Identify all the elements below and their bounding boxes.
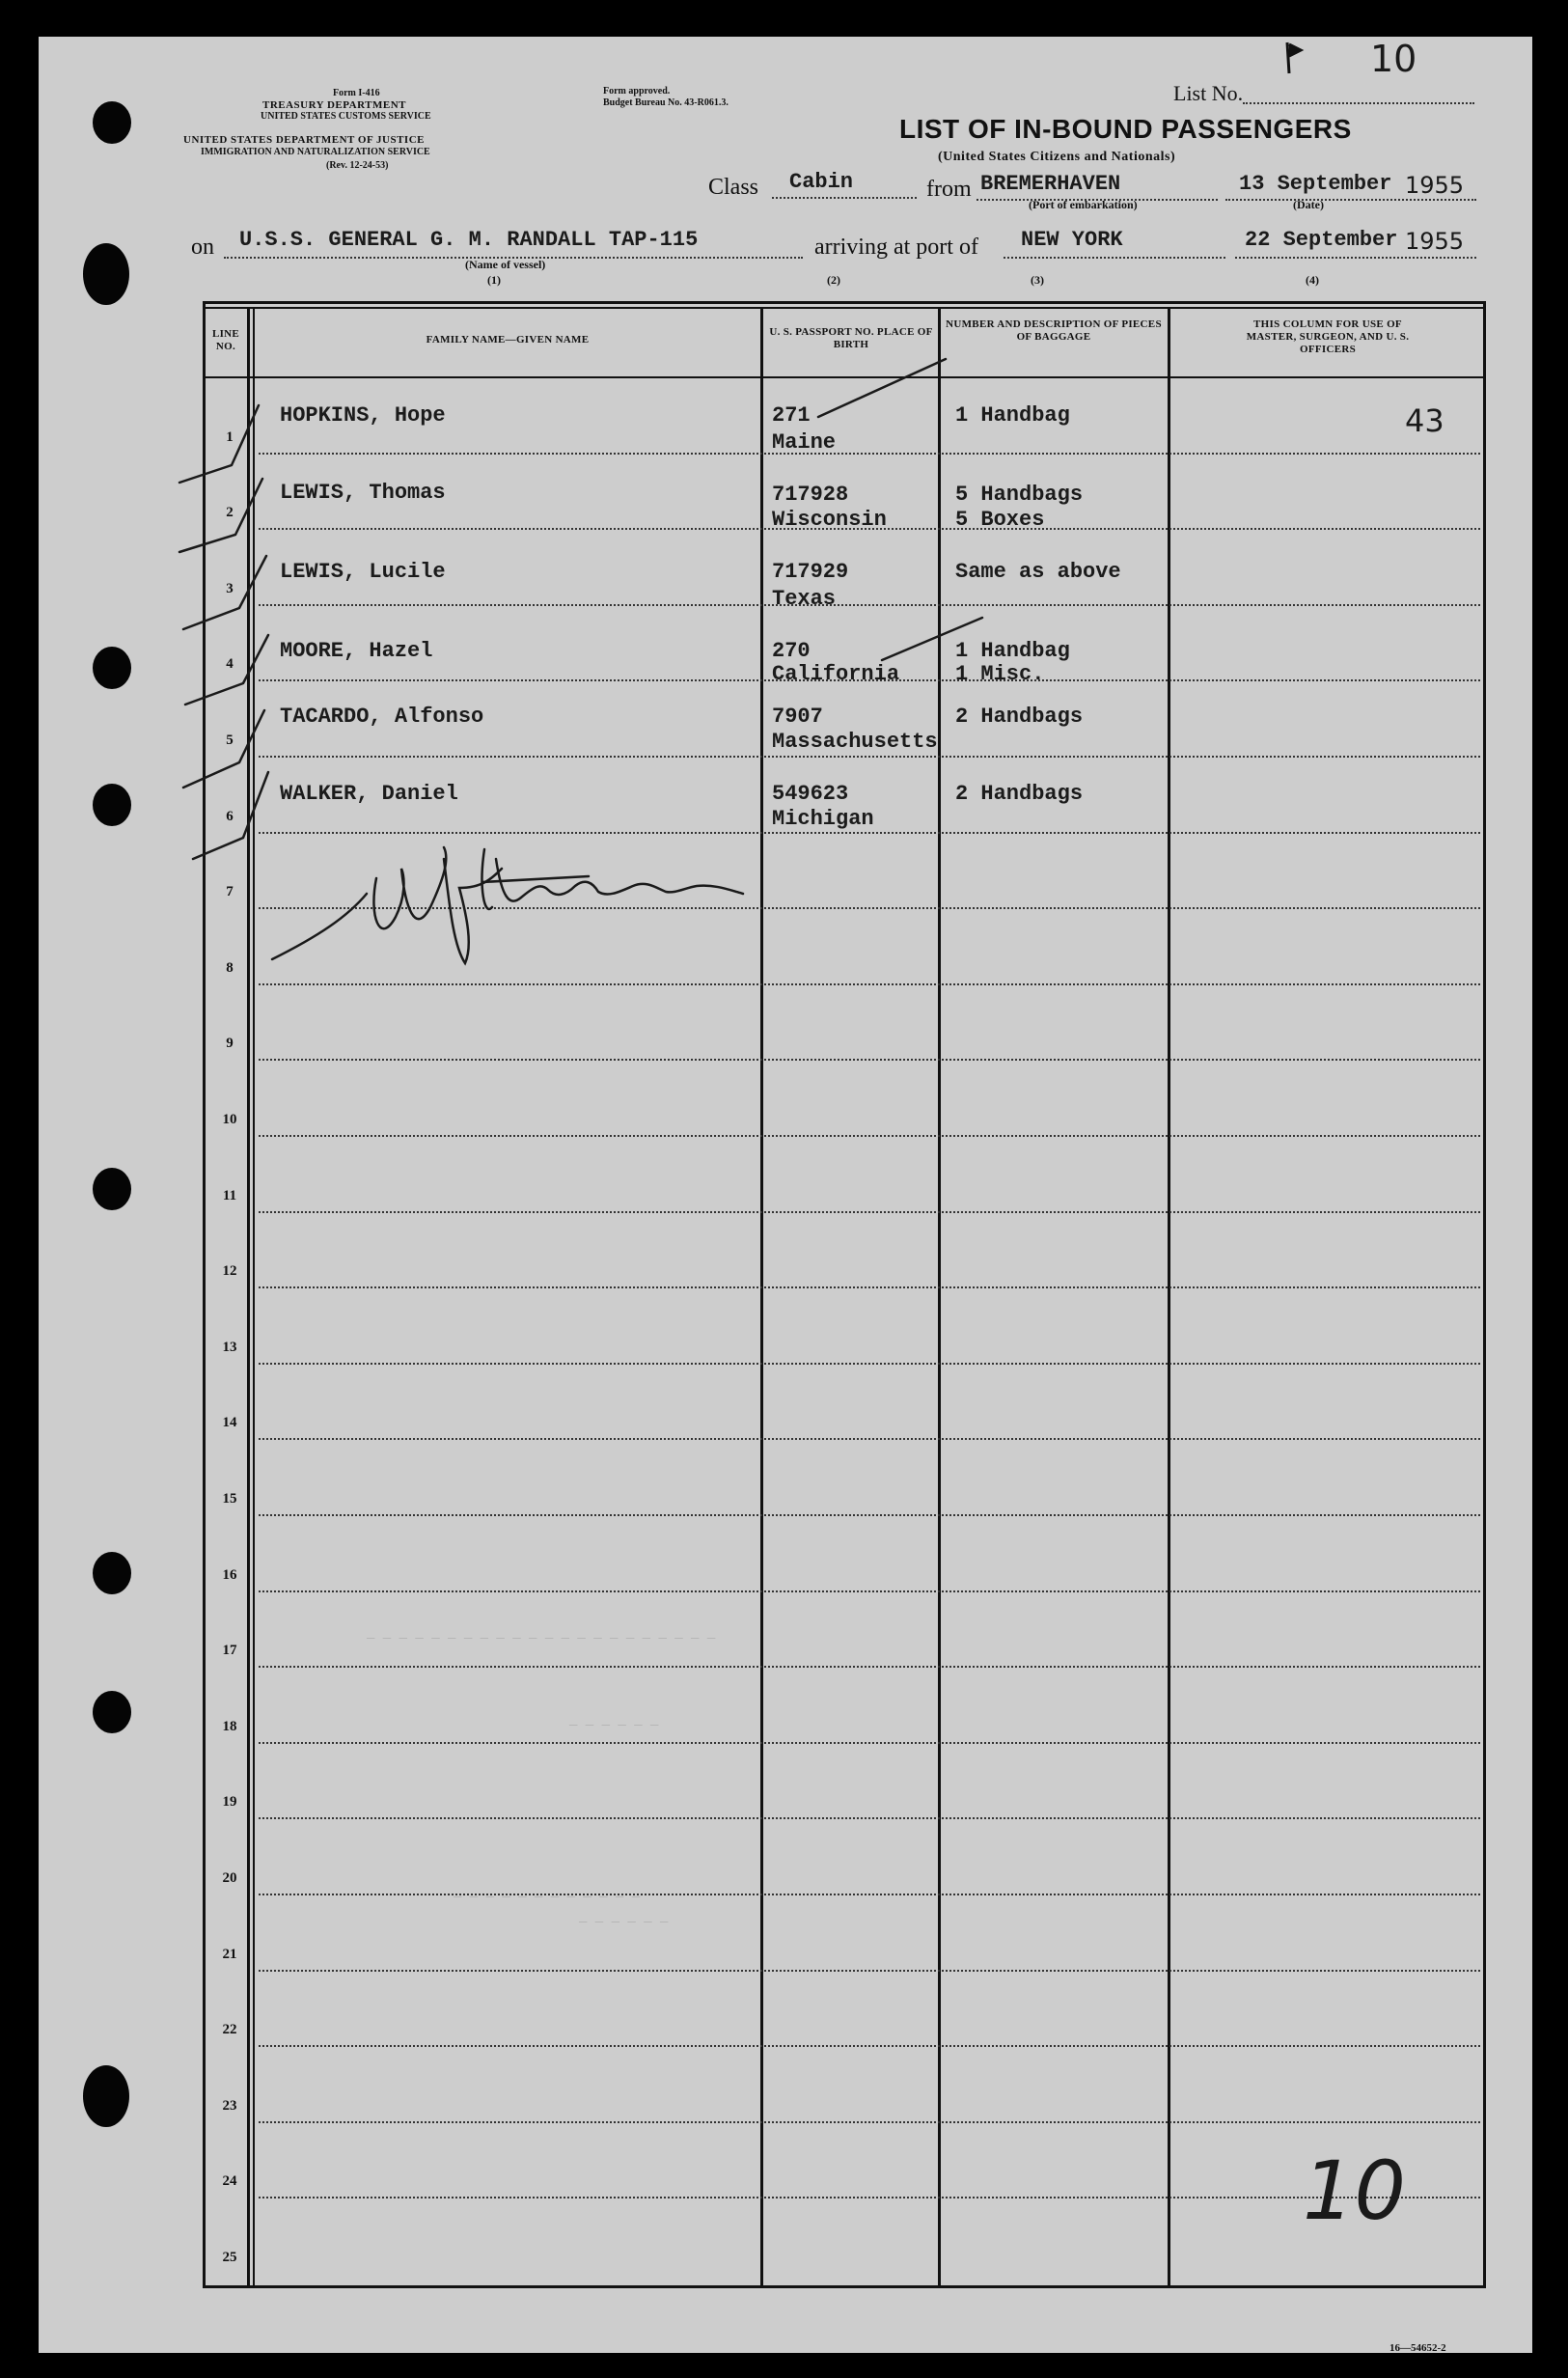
embarkation-date: 13 September <box>1239 172 1392 196</box>
class-label: Class <box>708 175 759 200</box>
passport-number: 717928 <box>772 483 849 507</box>
passenger-name: MOORE, Hazel <box>280 639 433 663</box>
line-number: 24 <box>222 2173 237 2190</box>
passenger-name: LEWIS, Lucile <box>280 560 446 584</box>
birthplace: Michigan <box>772 807 874 831</box>
line-number: 11 <box>222 1187 237 1203</box>
header-baggage: NUMBER AND DESCRIPTION OF PIECES OF BAGGAGE <box>946 318 1162 343</box>
embarkation-port: BREMERHAVEN <box>980 172 1121 196</box>
header-passport: U. S. PASSPORT NO. PLACE OF BIRTH <box>769 326 933 350</box>
birthplace: Texas <box>772 587 837 611</box>
immigration-service: IMMIGRATION AND NATURALIZATION SERVICE <box>201 147 430 157</box>
line-number: 21 <box>222 1946 237 1962</box>
officer-note: 43 <box>1405 402 1444 439</box>
line-number: 12 <box>222 1263 237 1280</box>
birthplace: California <box>772 662 900 686</box>
baggage: 1 Handbag <box>955 403 1070 428</box>
form-title: LIST OF IN-BOUND PASSENGERS <box>899 114 1352 144</box>
baggage: 2 Handbags <box>955 705 1084 729</box>
col-number-2: (2) <box>827 273 840 287</box>
passenger-name: HOPKINS, Hope <box>280 403 446 428</box>
arrival-port: NEW YORK <box>1021 228 1123 252</box>
baggage: 5 Handbags <box>955 483 1084 507</box>
dept-treasury: TREASURY DEPARTMENT <box>262 99 406 111</box>
arriving-label: arriving at port of <box>814 235 978 260</box>
line-number: 6 <box>226 808 234 824</box>
birthplace: Maine <box>772 430 837 455</box>
line-number: 1 <box>226 429 234 445</box>
line-number: 8 <box>226 959 234 976</box>
from-label: from <box>926 177 972 202</box>
passport-number: 7907 <box>772 705 823 729</box>
passenger-name: LEWIS, Thomas <box>280 481 446 505</box>
on-label: on <box>191 235 214 260</box>
date-caption: (Date) <box>1293 198 1324 211</box>
birthplace: Wisconsin <box>772 508 887 532</box>
passport-number: 271 <box>772 403 811 428</box>
line-number: 23 <box>222 2097 237 2114</box>
line-number: 3 <box>226 580 234 596</box>
officer-signature <box>261 801 762 994</box>
line-number: 20 <box>222 1870 237 1886</box>
dept-justice: UNITED STATES DEPARTMENT OF JUSTICE <box>183 134 425 146</box>
line-number: 14 <box>222 1415 237 1431</box>
form-number: Form I-416 <box>333 88 380 98</box>
line-number: 18 <box>222 1718 237 1734</box>
line-number: 7 <box>226 884 234 900</box>
col-number-4: (4) <box>1306 273 1319 287</box>
passenger-name: WALKER, Daniel <box>280 782 458 806</box>
customs-service: UNITED STATES CUSTOMS SERVICE <box>261 111 431 122</box>
passenger-name: TACARDO, Alfonso <box>280 705 484 729</box>
header-name: FAMILY NAME—GIVEN NAME <box>426 334 590 346</box>
embarkation-year: 1955 <box>1405 172 1465 199</box>
line-number: 22 <box>222 2022 237 2038</box>
vessel-caption: (Name of vessel) <box>465 258 546 271</box>
col-number-3: (3) <box>1031 273 1044 287</box>
line-number: 4 <box>226 656 234 673</box>
baggage: 1 Handbag <box>955 639 1070 663</box>
print-code: 16—54652-2 <box>1389 2342 1446 2354</box>
port-caption: (Port of embarkation) <box>1029 198 1138 211</box>
passport-number: 717929 <box>772 560 849 584</box>
line-number: 9 <box>226 1036 234 1052</box>
vessel-name: U.S.S. GENERAL G. M. RANDALL TAP-115 <box>239 228 699 252</box>
baggage: 5 Boxes <box>955 508 1045 532</box>
line-number: 16 <box>222 1566 237 1583</box>
passport-number: 549623 <box>772 782 849 806</box>
arrival-date: 22 September <box>1245 228 1398 252</box>
handwritten-total: 10 <box>1303 2143 1406 2238</box>
line-number: 15 <box>222 1491 237 1507</box>
baggage: 1 Misc. <box>955 662 1045 686</box>
form-subtitle: (United States Citizens and Nationals) <box>938 150 1176 164</box>
form-approved: Form approved. <box>603 86 671 97</box>
line-number: 5 <box>226 733 234 748</box>
baggage: 2 Handbags <box>955 782 1084 806</box>
line-number: 10 <box>222 1112 237 1127</box>
birthplace: Massachusetts <box>772 730 938 754</box>
line-number: 13 <box>222 1339 237 1355</box>
header-officers: THIS COLUMN FOR USE OF MASTER, SURGEON, AND U. S. OFFICERS <box>1246 318 1410 355</box>
list-no-label: List No. <box>1173 81 1244 105</box>
line-number: 2 <box>226 505 234 521</box>
line-number: 19 <box>222 1794 237 1811</box>
arrival-year: 1955 <box>1405 228 1465 255</box>
page-number: 10 <box>1370 38 1417 80</box>
class-value: Cabin <box>789 170 854 194</box>
header-line-no: LINE NO. <box>211 328 240 352</box>
baggage: Same as above <box>955 560 1121 584</box>
budget-bureau: Budget Bureau No. 43-R061.3. <box>603 97 729 108</box>
revision: (Rev. 12-24-53) <box>326 160 389 171</box>
line-number: 25 <box>222 2250 237 2265</box>
passport-number: 270 <box>772 639 811 663</box>
line-number: 17 <box>222 1643 237 1659</box>
col-number-1: (1) <box>487 273 501 287</box>
